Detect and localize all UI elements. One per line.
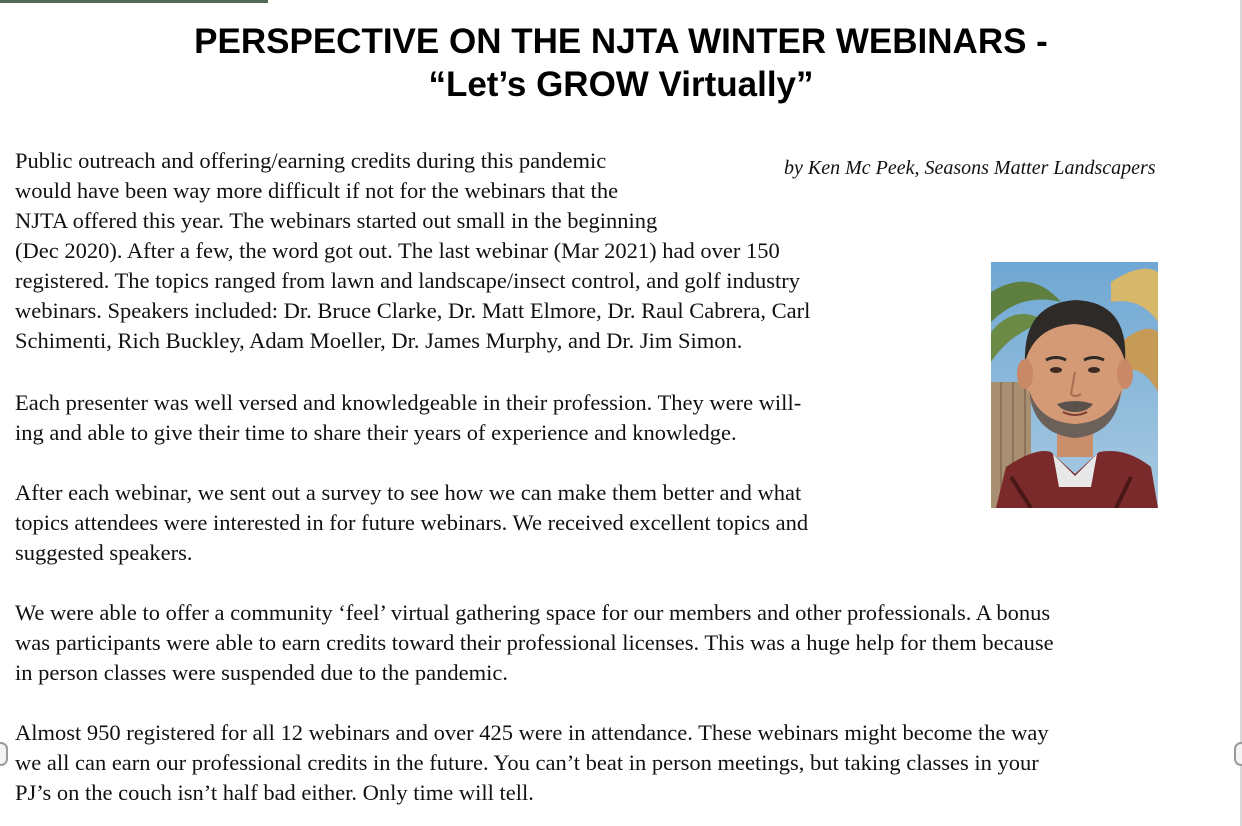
text-line: (Dec 2020). After a few, the word got out. The last webinar (Mar 2021) had over 150 xyxy=(15,238,780,263)
paragraph-attendance xyxy=(15,718,1049,808)
author-photo xyxy=(991,262,1158,508)
article-title-line-2: “Let’s GROW Virtually” xyxy=(428,65,814,104)
text-line: webinars. Speakers included: Dr. Bruce Clarke, Dr. Matt Elmore, Dr. Raul Cabrera, Carl xyxy=(15,298,811,323)
article-title xyxy=(0,20,1242,106)
text-line: would have been way more difficult if not for the webinars that the xyxy=(15,178,619,203)
top-accent-bar xyxy=(0,0,268,3)
paragraph-community xyxy=(15,598,1054,688)
left-nav-handle-icon[interactable] xyxy=(0,742,8,766)
article-title-line-1: PERSPECTIVE ON THE NJTA WINTER WEBINARS - xyxy=(194,22,1048,61)
text-line: suggested speakers. xyxy=(15,540,193,565)
right-nav-handle-icon[interactable] xyxy=(1234,742,1242,766)
text-line: We were able to offer a community ‘feel’ virtual gathering space for our members and other professionals. A bonus xyxy=(15,600,1051,625)
text-line: NJTA offered this year. The webinars started out small in the beginning xyxy=(15,208,658,233)
text-line: After each webinar, we sent out a survey to see how we can make them better and what xyxy=(15,480,802,505)
text-line: registered. The topics ranged from lawn and landscape/insect control, and golf industry xyxy=(15,268,800,293)
paragraph-intro xyxy=(15,146,810,356)
author-portrait-image xyxy=(991,262,1158,508)
text-line: topics attendees were interested in for future webinars. We received excellent topics and xyxy=(15,510,809,535)
text-line: ing and able to give their time to share their years of experience and knowledge. xyxy=(15,420,737,445)
text-line: Schimenti, Rich Buckley, Adam Moeller, Dr. James Murphy, and Dr. Jim Simon. xyxy=(15,328,743,353)
text-line: Each presenter was well versed and knowledgeable in their profession. They were will- xyxy=(15,390,802,415)
text-line: Almost 950 registered for all 12 webinars and over 425 were in attendance. These webinars might become the way xyxy=(15,720,1049,745)
text-line: Public outreach and offering/earning credits during this pandemic xyxy=(15,148,607,173)
text-line: in person classes were suspended due to the pandemic. xyxy=(15,660,508,685)
author-byline: by Ken Mc Peek, Seasons Matter Landscapers xyxy=(784,157,1156,179)
paragraph-presenters xyxy=(15,388,801,448)
text-line: PJ’s on the couch isn’t half bad either. Only time will tell. xyxy=(15,780,534,805)
text-line: was participants were able to earn credits toward their professional licenses. This was a huge help for them because xyxy=(15,630,1054,655)
text-line: we all can earn our professional credits in the future. You can’t beat in person meetings, but taking classes in your xyxy=(15,750,1039,775)
paragraph-survey xyxy=(15,478,808,568)
